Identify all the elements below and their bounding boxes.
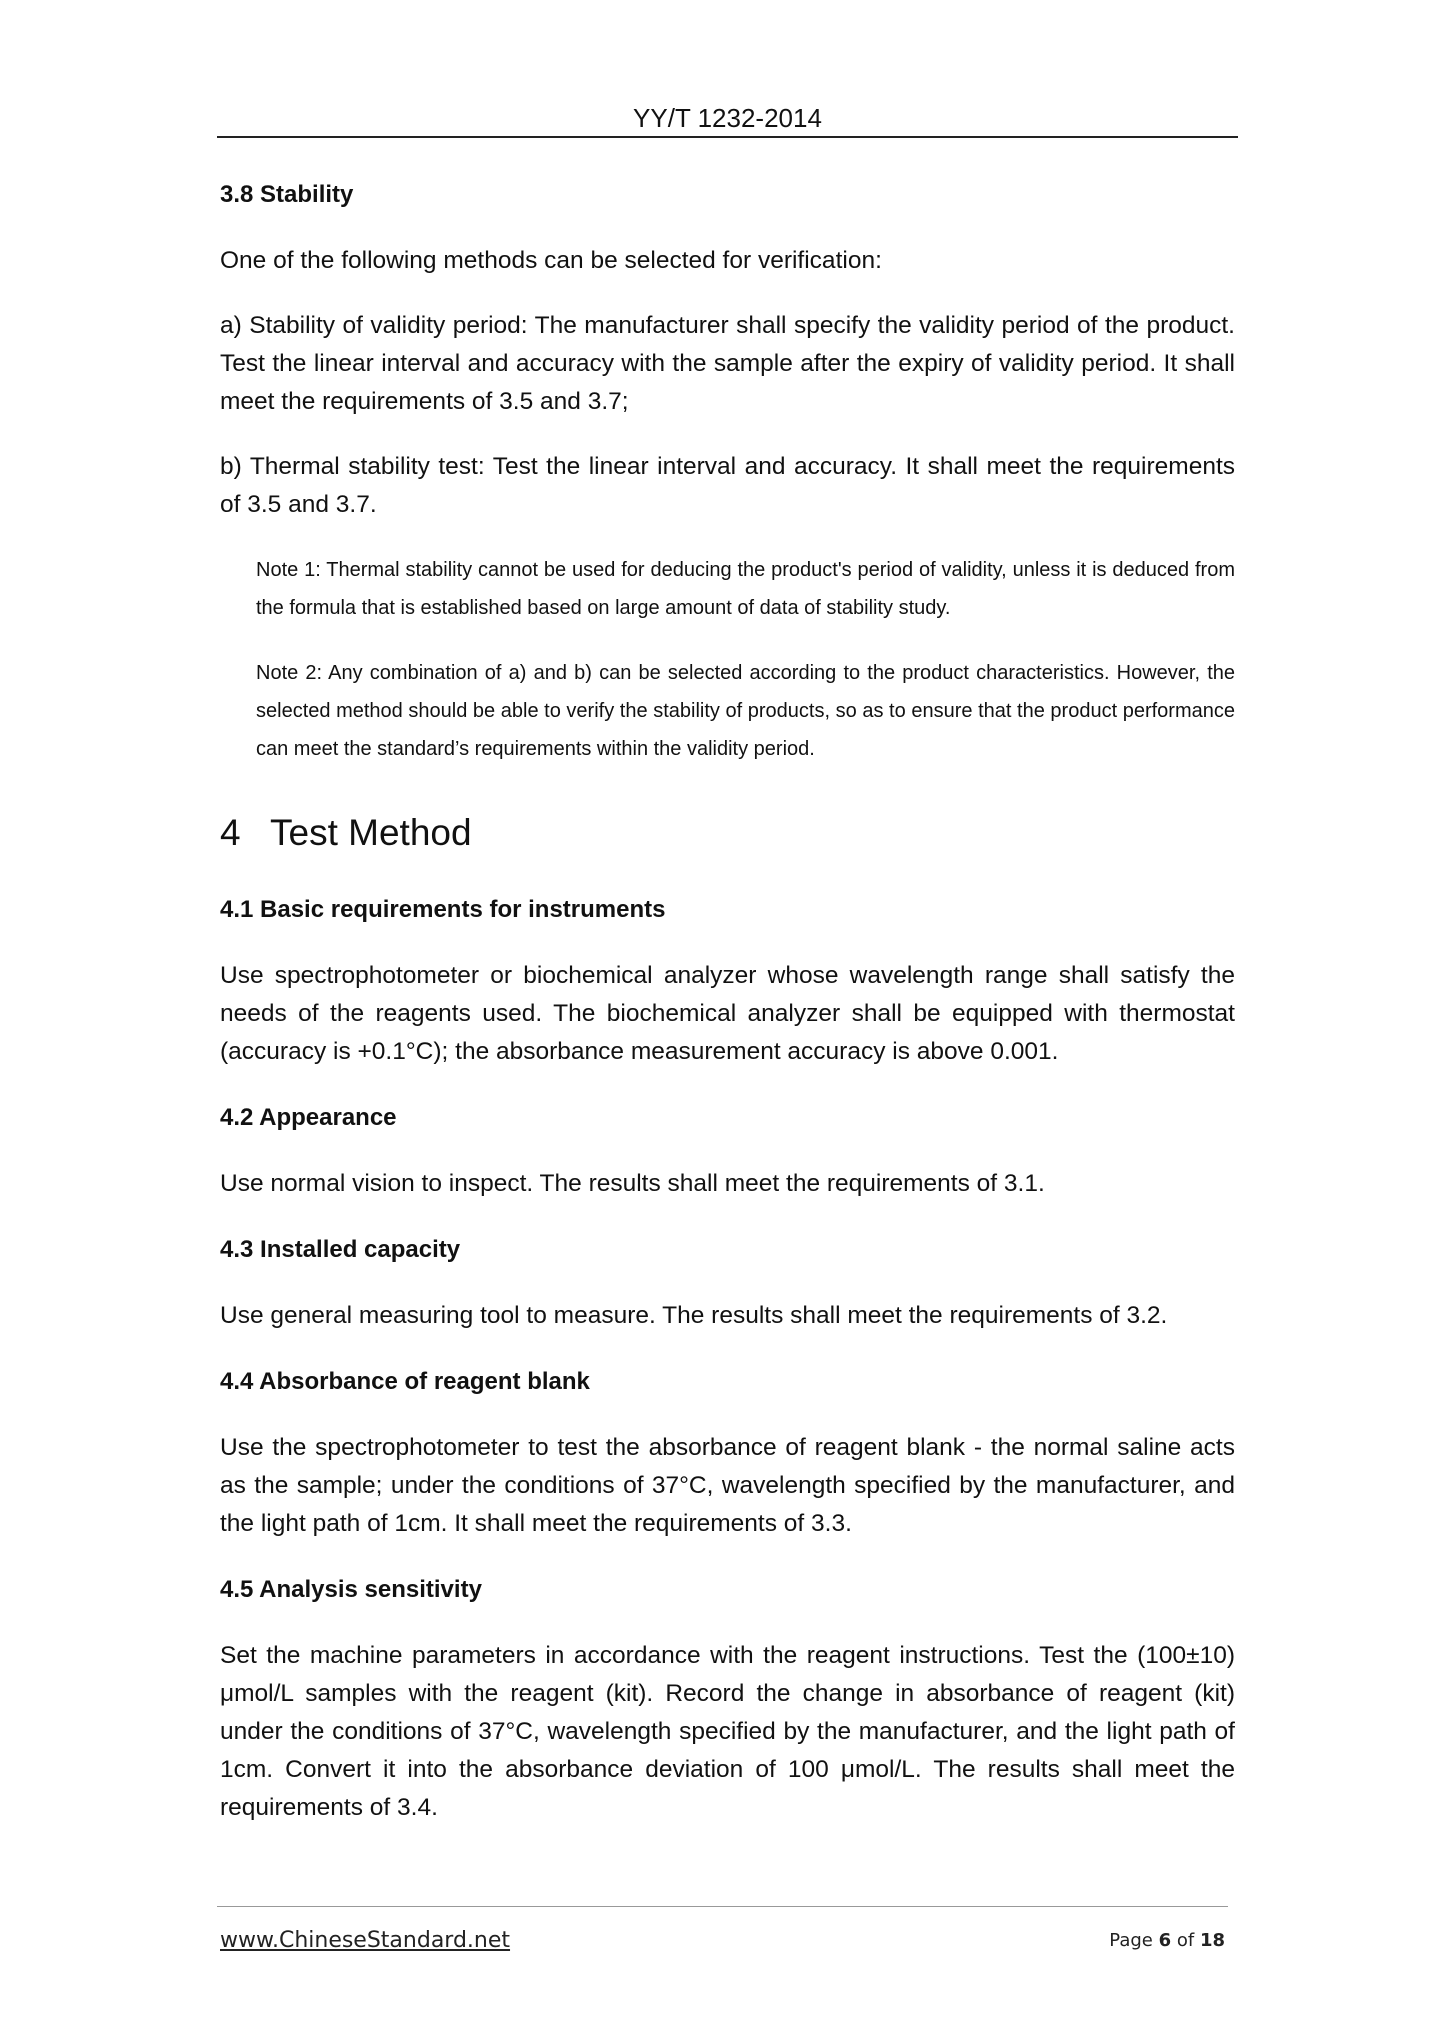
document-code-header: YY/T 1232-2014 (633, 103, 822, 133)
section-4-2-heading: 4.2 Appearance (220, 1104, 397, 1131)
section-3-8-note-1: Note 1: Thermal stability cannot be used for deducing the product's period of validity, unless it is deduced from the formula that is established based on large amount of data of stability study. (256, 559, 1235, 619)
section-4-1-body: Use spectrophotometer or biochemical analyzer whose wavelength range shall satisfy the needs of the reagents used. The biochemical analyzer shall be equipped with thermostat (accuracy is +0.1°C); the absorbance measurement accuracy is above 0.001. (220, 962, 1235, 1065)
section-4-5-body: Set the machine parameters in accordance with the reagent instructions. Test the (100±10) μmol/L samples with the reagent (kit). Record the change in absorbance of reagent (kit) under the conditions of 37°C, wavelength specified by the manufacturer, and the light path of 1cm. Convert it into the absorbance deviation of 100 μmol/L. The results shall meet the requirements of 3.4. (220, 1642, 1235, 1821)
footer-rule (217, 1906, 1228, 1907)
footer-website-link[interactable]: www.ChineseStandard.net (220, 1928, 511, 1953)
page-total: 18 (1199, 1930, 1225, 1951)
section-3-8-heading: 3.8 Stability (220, 181, 354, 208)
section-4-4-heading: 4.4 Absorbance of reagent blank (220, 1368, 590, 1395)
page-content (220, 175, 1235, 1854)
section-4-3-heading: 4.3 Installed capacity (220, 1236, 461, 1263)
page-prefix: Page (1109, 1930, 1159, 1951)
chapter-4-number: 4 (220, 812, 241, 853)
section-3-8-intro: One of the following methods can be selected for verification: (220, 247, 882, 274)
header-rule (217, 136, 1238, 138)
footer-page-number (1109, 1930, 1225, 1951)
chapter-4-title: Test Method (270, 812, 472, 853)
section-4-5-heading: 4.5 Analysis sensitivity (220, 1576, 482, 1603)
page-mid: of (1171, 1930, 1200, 1951)
page-current: 6 (1158, 1930, 1172, 1951)
chapter-4-heading (220, 808, 1235, 858)
section-3-8-item-b: b) Thermal stability test: Test the linear interval and accuracy. It shall meet the requirements of 3.5 and 3.7. (220, 453, 1235, 518)
section-4-3-body: Use general measuring tool to measure. The results shall meet the requirements of 3.2. (220, 1302, 1168, 1329)
section-4-1-heading: 4.1 Basic requirements for instruments (220, 896, 666, 923)
section-3-8-item-a: a) Stability of validity period: The manufacturer shall specify the validity period of the product. Test the linear interval and accuracy with the sample after the expiry of validity period. It shall meet the requirements of 3.5 and 3.7; (220, 312, 1235, 415)
section-4-2-body: Use normal vision to inspect. The results shall meet the requirements of 3.1. (220, 1170, 1045, 1197)
section-4-4-body: Use the spectrophotometer to test the absorbance of reagent blank - the normal saline acts as the sample; under the conditions of 37°C, wavelength specified by the manufacturer, and the light path of 1cm. It shall meet the requirements of 3.3. (220, 1434, 1235, 1537)
section-3-8-note-2: Note 2: Any combination of a) and b) can be selected according to the product characteristics. However, the selected method should be able to verify the stability of products, so as to ensure that the product performance can meet the standard’s requirements within the validity period. (256, 662, 1235, 760)
